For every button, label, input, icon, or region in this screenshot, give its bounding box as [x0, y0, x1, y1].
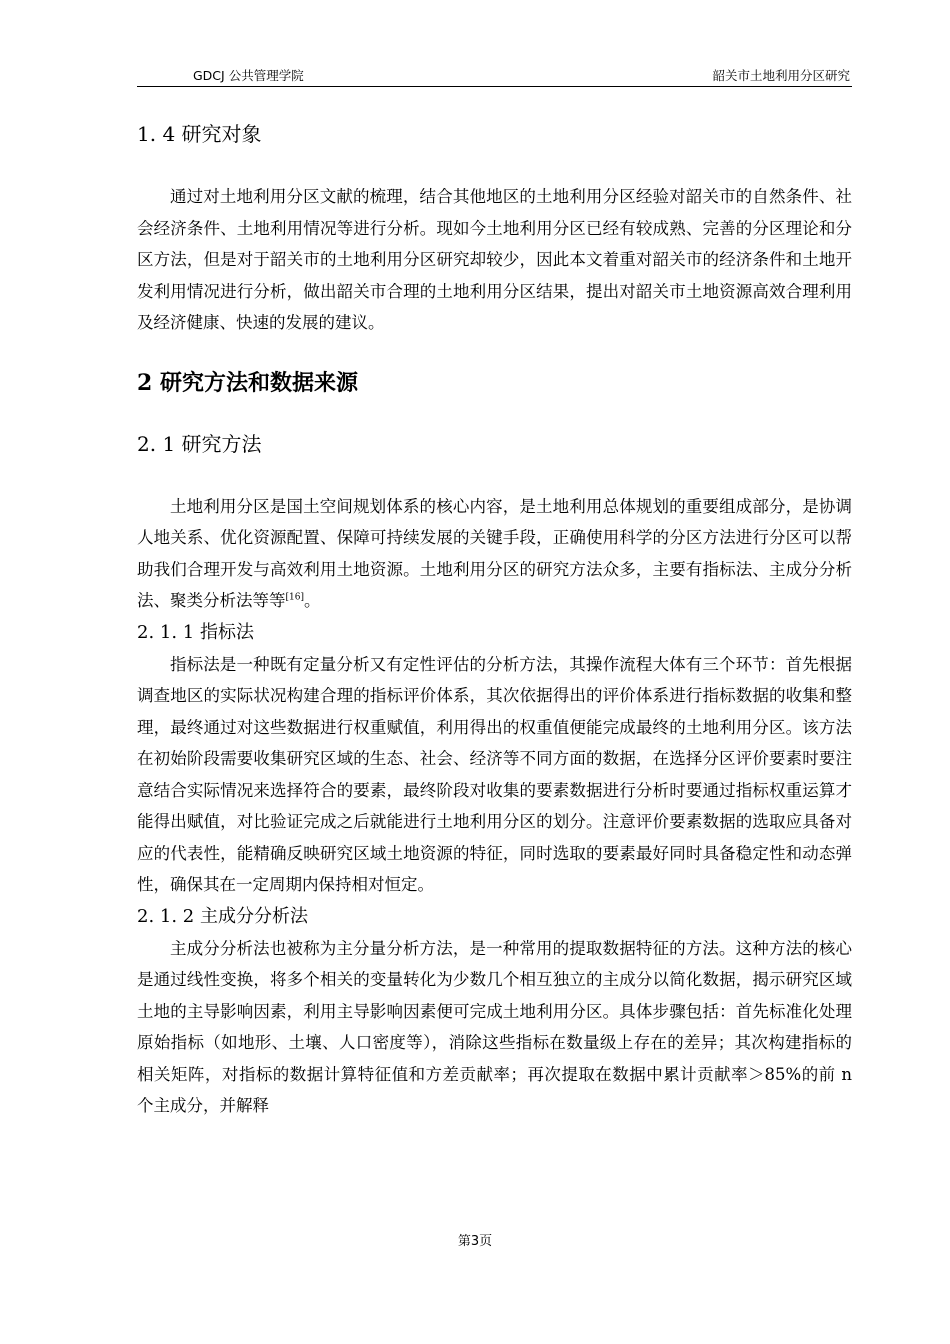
section-2-1-end: 。	[303, 591, 321, 610]
page-number: 第3页	[457, 1234, 493, 1249]
page-header	[137, 62, 852, 87]
section-2-1-2-paragraph: 主成分分析法也被称为主分量分析方法，是一种常用的提取数据特征的方法。这种方法的核心是通过线性变换，将多个相关的变量转化为少数几个相互独立的主成分以简化数据，揭示研究区域土地的主导影响因素，利用主导影响因素便可完成土地利用分区。具体步骤包括：首先标准化处理原始指标（如地形、土壤、人口密度等），消除这些指标在数量级上存在的差异；其次构建指标的相关矩阵，对指标的数据计算特征值和方差贡献率；再次提取在数据中累计贡献率＞85%的前 n 个主成分，并解释	[137, 938, 852, 1115]
section-2-1-heading: 2. 1 研究方法	[137, 431, 262, 456]
section-2-1-2-heading: 2. 1. 2 主成分分析法	[137, 905, 308, 927]
page-content	[137, 119, 852, 1122]
section-2-1-text: 土地利用分区是国土空间规划体系的核心内容，是土地利用总体规划的重要组成部分，是协调人地关系、优化资源配置、保障可持续发展的关键手段，正确使用科学的分区方法进行分区可以帮助我们合理开发与高效利用土地资源。土地利用分区的研究方法众多，主要有指标法、主成分分析法、聚类分析法等等	[137, 496, 852, 610]
citation-ref: [16]	[285, 592, 304, 603]
section-2-1-1-heading: 2. 1. 1 指标法	[137, 621, 254, 643]
section-2-1-1-paragraph: 指标法是一种既有定量分析又有定性评估的分析方法，其操作流程大体有三个环节：首先根据调查地区的实际状况构建合理的指标评价体系，其次依据得出的评价体系进行指标数据的收集和整理，最终通过对这些数据进行权重赋值，利用得出的权重值便能完成最终的土地利用分区。该方法在初始阶段需要收集研究区域的生态、社会、经济等不同方面的数据，在选择分区评价要素时要注意结合实际情况来选择符合的要素，最终阶段对收集的要素数据进行分析时要通过指标权重运算才能得出赋值，对比验证完成之后就能进行土地利用分区的划分。注意评价要素数据的选取应具备对应的代表性，能精确反映研究区域土地资源的特征，同时选取的要素最好同时具备稳定性和动态弹性，确保其在一定周期内保持相对恒定。	[137, 654, 852, 894]
section-1-4-paragraph: 通过对土地利用分区文献的梳理，结合其他地区的土地利用分区经验对韶关市的自然条件、社会经济条件、土地利用情况等进行分析。现如今土地利用分区已经有较成熟、完善的分区理论和分区方法，但是对于韶关市的土地利用分区研究却较少，因此本文着重对韶关市的经济条件和土地开发利用情况进行分析，做出韶关市合理的土地利用分区结果，提出对韶关市土地资源高效合理利用及经济健康、快速的发展的建议。	[137, 187, 852, 332]
section-2-1-paragraph	[137, 491, 852, 617]
header-institution: GDCJ 公共管理学院	[193, 68, 304, 83]
section-1-4-heading: 1. 4 研究对象	[137, 122, 262, 146]
section-2-heading: 2 研究方法和数据来源	[137, 369, 358, 396]
header-paper-title: 韶关市土地利用分区研究	[712, 68, 850, 83]
